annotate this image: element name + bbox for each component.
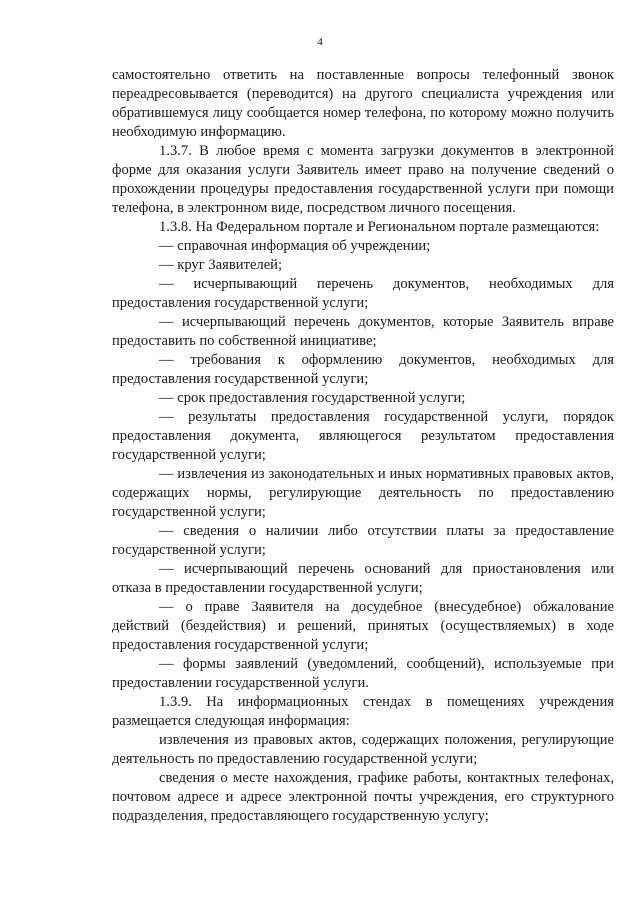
list-item: — круг Заявителей; [159, 257, 283, 273]
list-item: — справочная информация об учреждении; [159, 238, 431, 254]
list-item: — о праве Заявителя на досудебное (внесудебное) обжалование действий (бездействия) и решений, принятых (осуществляемых) в ходе предоставления государственной услуги; [112, 599, 614, 653]
stand-info-item: извлечения из правовых актов, содержащих положения, регулирующие деятельность по предоставлению государственной услуги; [112, 732, 614, 767]
list-item: — формы заявлений (уведомлений, сообщений), используемые при предоставлении государственной услуги. [112, 656, 614, 691]
paragraph-continuation: самостоятельно ответить на поставленные вопросы телефонный звонок переадресовывается (переводится) на другого специалиста учреждения или обратившемуся лицу сообщается номер телефона, по которому можно получить необходимую информацию. [112, 67, 614, 140]
paragraph-1-3-7: 1.3.7. В любое время с момента загрузки документов в электронной форме для оказания услуги Заявитель имеет право на получение сведений о прохождении процедуры предоставления государственной услуги при помощи телефона, в электронном виде, посредством личного посещения. [112, 143, 614, 216]
list-item: — срок предоставления государственной услуги; [159, 390, 466, 406]
document-body [112, 66, 614, 826]
paragraph-1-3-8: 1.3.8. На Федеральном портале и Региональном портале размещаются: [159, 219, 600, 235]
stand-info-item: сведения о месте нахождения, графике работы, контактных телефонах, почтовом адресе и адресе электронной почты учреждения, его структурного подразделения, предоставляющего государственную услугу; [112, 770, 614, 824]
list-item: — исчерпывающий перечень документов, необходимых для предоставления государственной услуги; [112, 276, 614, 311]
list-item: — извлечения из законодательных и иных нормативных правовых актов, содержащих нормы, регулирующие деятельность по предоставлению государственной услуги; [112, 466, 614, 520]
list-item: — результаты предоставления государственной услуги, порядок предоставления документа, являющегося результатом предоставления государственной услуги; [112, 409, 614, 463]
paragraph-1-3-9: 1.3.9. На информационных стендах в помещениях учреждения размещается следующая информация: [112, 694, 614, 729]
list-item: — исчерпывающий перечень оснований для приостановления или отказа в предоставлении государственной услуги; [112, 561, 614, 596]
list-item: — исчерпывающий перечень документов, которые Заявитель вправе предоставить по собственной инициативе; [112, 314, 614, 349]
list-item: — сведения о наличии либо отсутствии платы за предоставление государственной услуги; [112, 523, 614, 558]
list-item: — требования к оформлению документов, необходимых для предоставления государственной услуги; [112, 352, 614, 387]
page-number: 4 [317, 36, 323, 48]
